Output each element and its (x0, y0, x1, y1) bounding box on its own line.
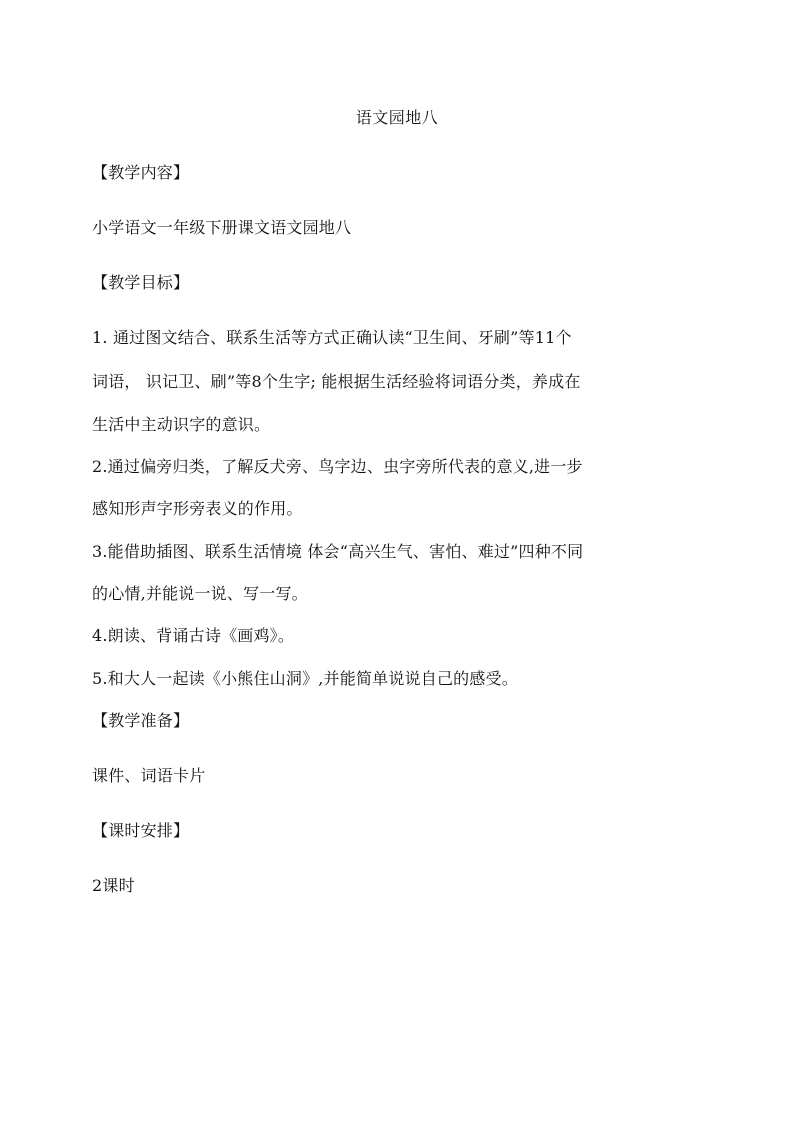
goal-line: 的心情,并能说一说、写一写。 (92, 584, 308, 603)
goal-line: 生活中主动识字的意识。 (92, 415, 271, 434)
goal-line: 感知形声字形旁表义的作用。 (92, 499, 303, 518)
document-title: 语文园地八 (355, 108, 439, 127)
goal-line: 2.通过偏旁归类，了解反犬旁、鸟字边、虫字旁所代表的意义,进一步 (92, 457, 583, 476)
goal-line: 3.能借助插图、联系生活情境 体会“高兴生气、害怕、难过”四种不同 (92, 542, 584, 561)
goal-line: 1. 通过图文结合、联系生活等方式正确认读“卫生间、牙刷”等11个 (92, 328, 572, 347)
section-schedule-heading: 【课时安排】 (92, 821, 190, 840)
goal-line: 词语， 识记卫、刷”等8个生字; 能根据生活经验将词语分类，养成在 (92, 372, 581, 391)
section-content-heading: 【教学内容】 (92, 163, 190, 182)
goal-line: 5.和大人一起读《小熊住山洞》,并能简单说说自己的感受。 (92, 669, 518, 688)
section-goals-heading: 【教学目标】 (92, 273, 190, 292)
section-prep-text: 课件、词语卡片 (92, 766, 206, 785)
section-prep-heading: 【教学准备】 (92, 711, 190, 730)
section-content-text: 小学语文一年级下册课文语文园地八 (92, 218, 352, 237)
goal-line: 4.朗读、背诵古诗《画鸡》。 (92, 626, 295, 645)
section-schedule-text: 2课时 (92, 876, 135, 895)
